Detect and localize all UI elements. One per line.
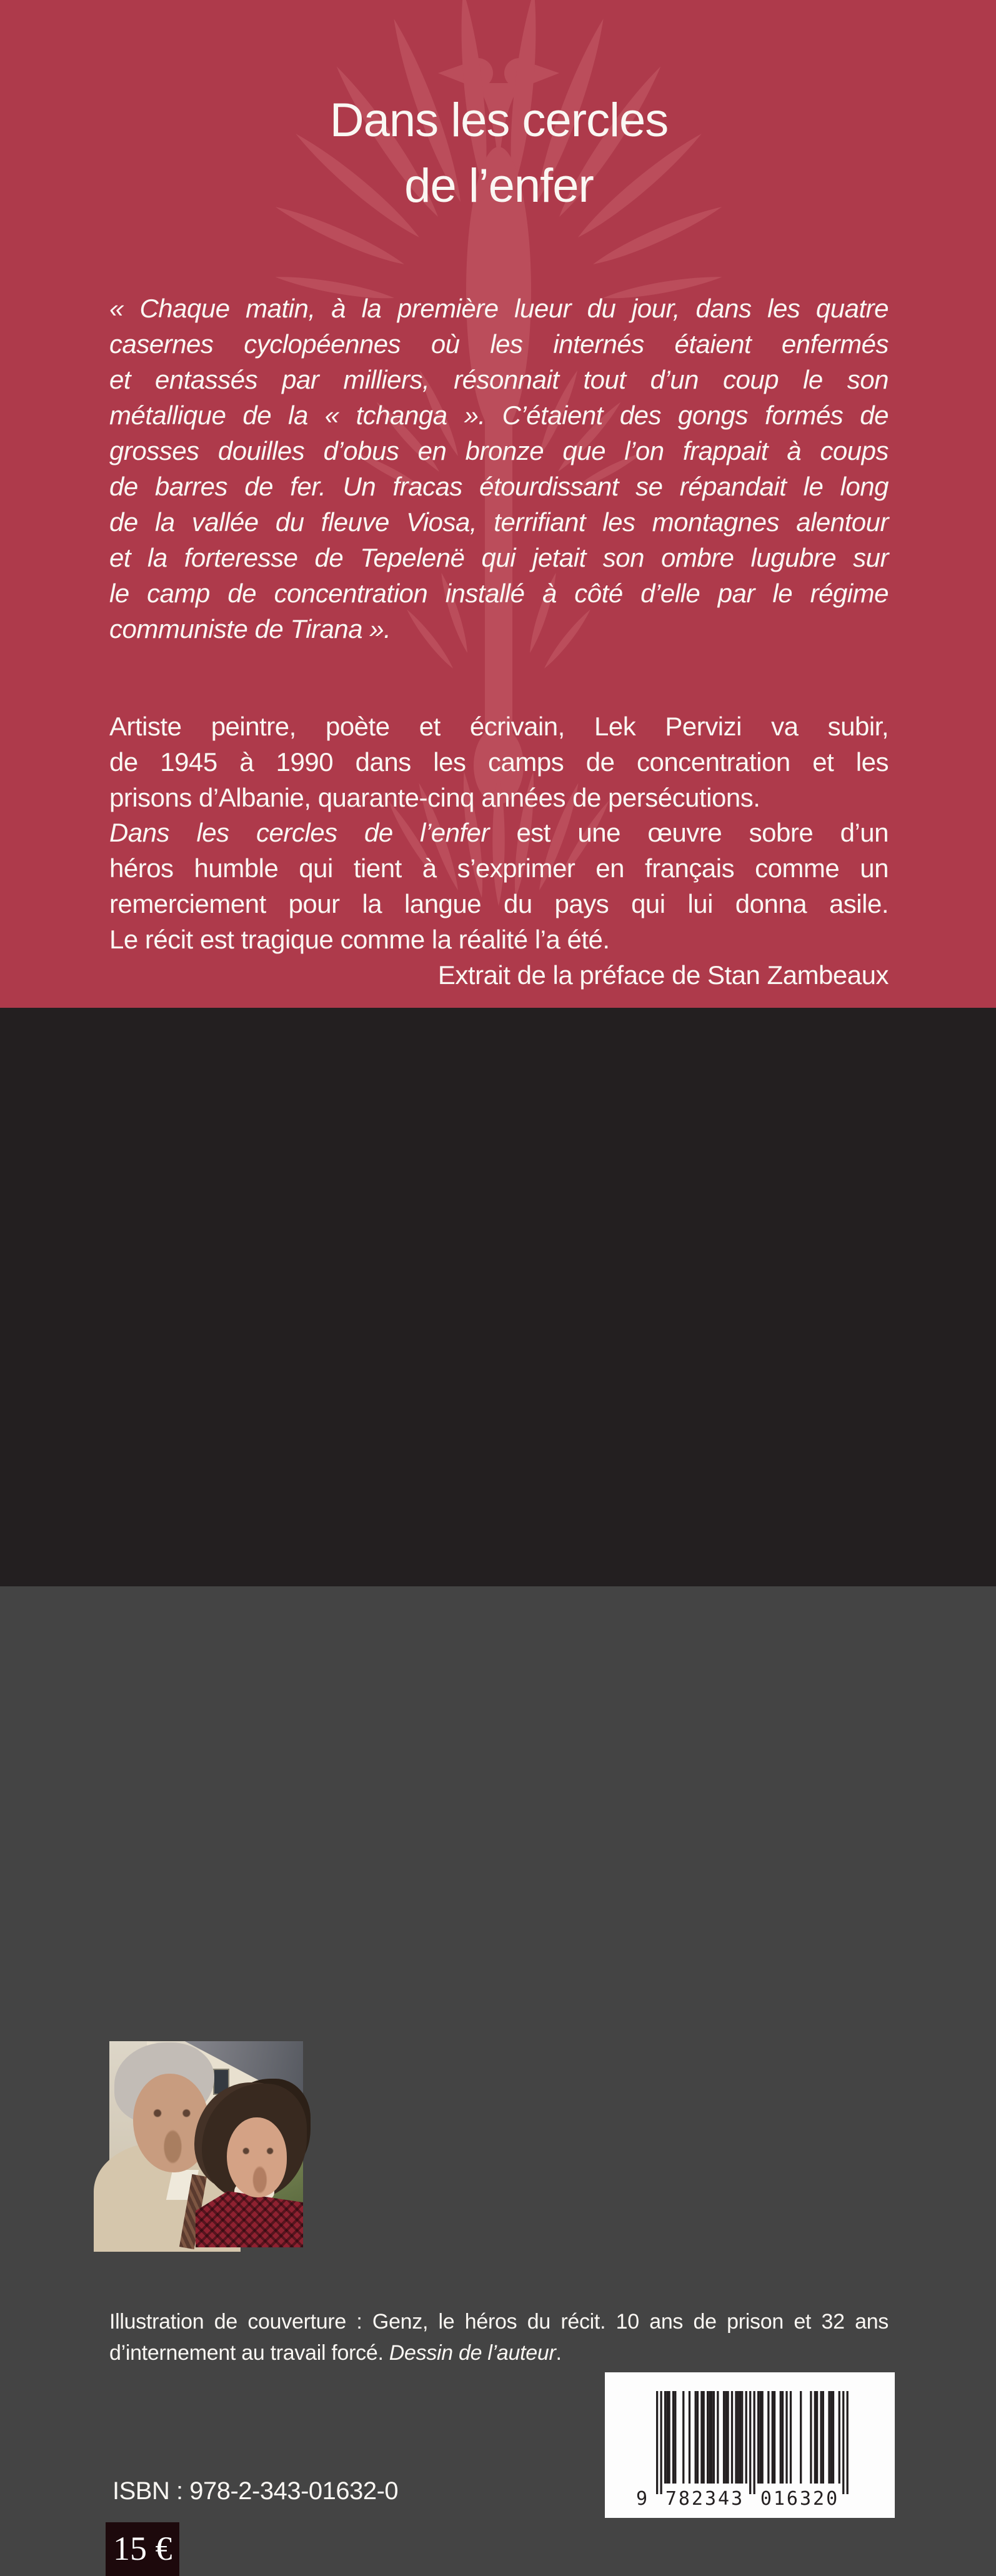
- text-line: [109, 780, 889, 815]
- photo-woman-face: [227, 2117, 287, 2197]
- price-badge: [106, 2522, 179, 2576]
- text-line: [109, 575, 889, 611]
- text-segment: .: [555, 2341, 562, 2365]
- author-summary-paragraph: [109, 709, 889, 815]
- text-segment: prisons d’Albanie, quarante-cinq années de persécutions.: [109, 783, 760, 812]
- photo-window: [213, 2069, 229, 2095]
- book-title-line2: de l’enfer: [404, 159, 594, 212]
- text-line: [109, 469, 889, 504]
- cover-illustration-credit: [109, 2306, 889, 2369]
- text-line: [109, 815, 889, 850]
- text-segment: Le récit est tragique comme la réalité l’a été.: [109, 925, 610, 954]
- author-photo: [109, 2041, 303, 2247]
- text-line: [109, 886, 889, 922]
- back-cover-quote: [109, 291, 889, 647]
- ean13-barcode: [605, 2372, 895, 2518]
- text-line: [109, 504, 889, 540]
- author-bio-block: [109, 2027, 889, 2247]
- text-line: [109, 540, 889, 575]
- text-segment: et entassés par milliers, résonnait tout d’un coup le son: [109, 365, 889, 394]
- text-line: [109, 709, 889, 744]
- text-segment: est une œuvre sobre d’un: [489, 818, 889, 847]
- text-segment: héros humble qui tient à s’exprimer en français comme un: [109, 853, 889, 883]
- text-segment: « Chaque matin, à la première lueur du jour, dans les quatre: [109, 294, 889, 323]
- text-line: [109, 2337, 889, 2369]
- text-segment: métallique de la « tchanga ». C’étaient des gongs formés de: [109, 400, 889, 430]
- text-segment: Illustration de couverture : Genz, le héros du récit. 10 ans de prison et 32 ans: [109, 2310, 889, 2334]
- text-line: [109, 397, 889, 433]
- barcode-digits: 016320: [760, 2488, 840, 2510]
- text-line: [109, 611, 889, 647]
- barcode-digits: 9: [636, 2488, 650, 2510]
- text-segment: Dans les cercles de l’enfer: [109, 818, 490, 847]
- black-bottom-panel: [0, 1008, 996, 2567]
- isbn-label: ISBN : 978-2-343-01632-0: [112, 2477, 399, 2505]
- text-line: [109, 2306, 889, 2337]
- book-title: [109, 87, 889, 219]
- text-line: [109, 922, 889, 957]
- text-segment: de barres de fer. Un fracas étourdissant se répandait le long: [109, 472, 889, 501]
- text-line: [109, 850, 889, 886]
- barcode-svg: [605, 2372, 895, 2518]
- text-line: [109, 433, 889, 469]
- text-segment: et la forteresse de Tepelenë qui jetait son ombre lugubre sur: [109, 543, 889, 572]
- text-segment: de la vallée du fleuve Viosa, terrifiant les montagnes alentour: [109, 507, 889, 537]
- book-title-line1: Dans les cercles: [329, 94, 669, 147]
- barcode-digits: 782343: [665, 2488, 745, 2510]
- text-line: [109, 744, 889, 780]
- text-segment: d’internement au travail forcé.: [109, 2341, 389, 2365]
- preface-attribution: Extrait de la préface de Stan Zambeaux: [437, 960, 889, 990]
- text-segment: Artiste peintre, poète et écrivain, Lek Pervizi va subir,: [109, 712, 889, 741]
- text-segment: remerciement pour la langue du pays qui lui donna asile.: [109, 889, 889, 918]
- text-line: [109, 362, 889, 397]
- text-segment: Dessin de l’auteur: [389, 2341, 556, 2365]
- text-segment: le camp de concentration installé à côté d’elle par le régime: [109, 579, 889, 608]
- red-top-panel: [0, 0, 996, 1008]
- price-value: 15 €: [113, 2530, 172, 2567]
- text-line: [109, 326, 889, 362]
- text-segment: communiste de Tirana ».: [109, 614, 391, 644]
- text-line: [109, 291, 889, 326]
- work-description-paragraph: [109, 815, 889, 957]
- text-segment: casernes cyclopéennes où les internés étaient enfermés: [109, 329, 889, 359]
- text-segment: grosses douilles d’obus en bronze que l’on frappait à coups: [109, 436, 889, 465]
- text-segment: de 1945 à 1990 dans les camps de concentration et les: [109, 747, 889, 777]
